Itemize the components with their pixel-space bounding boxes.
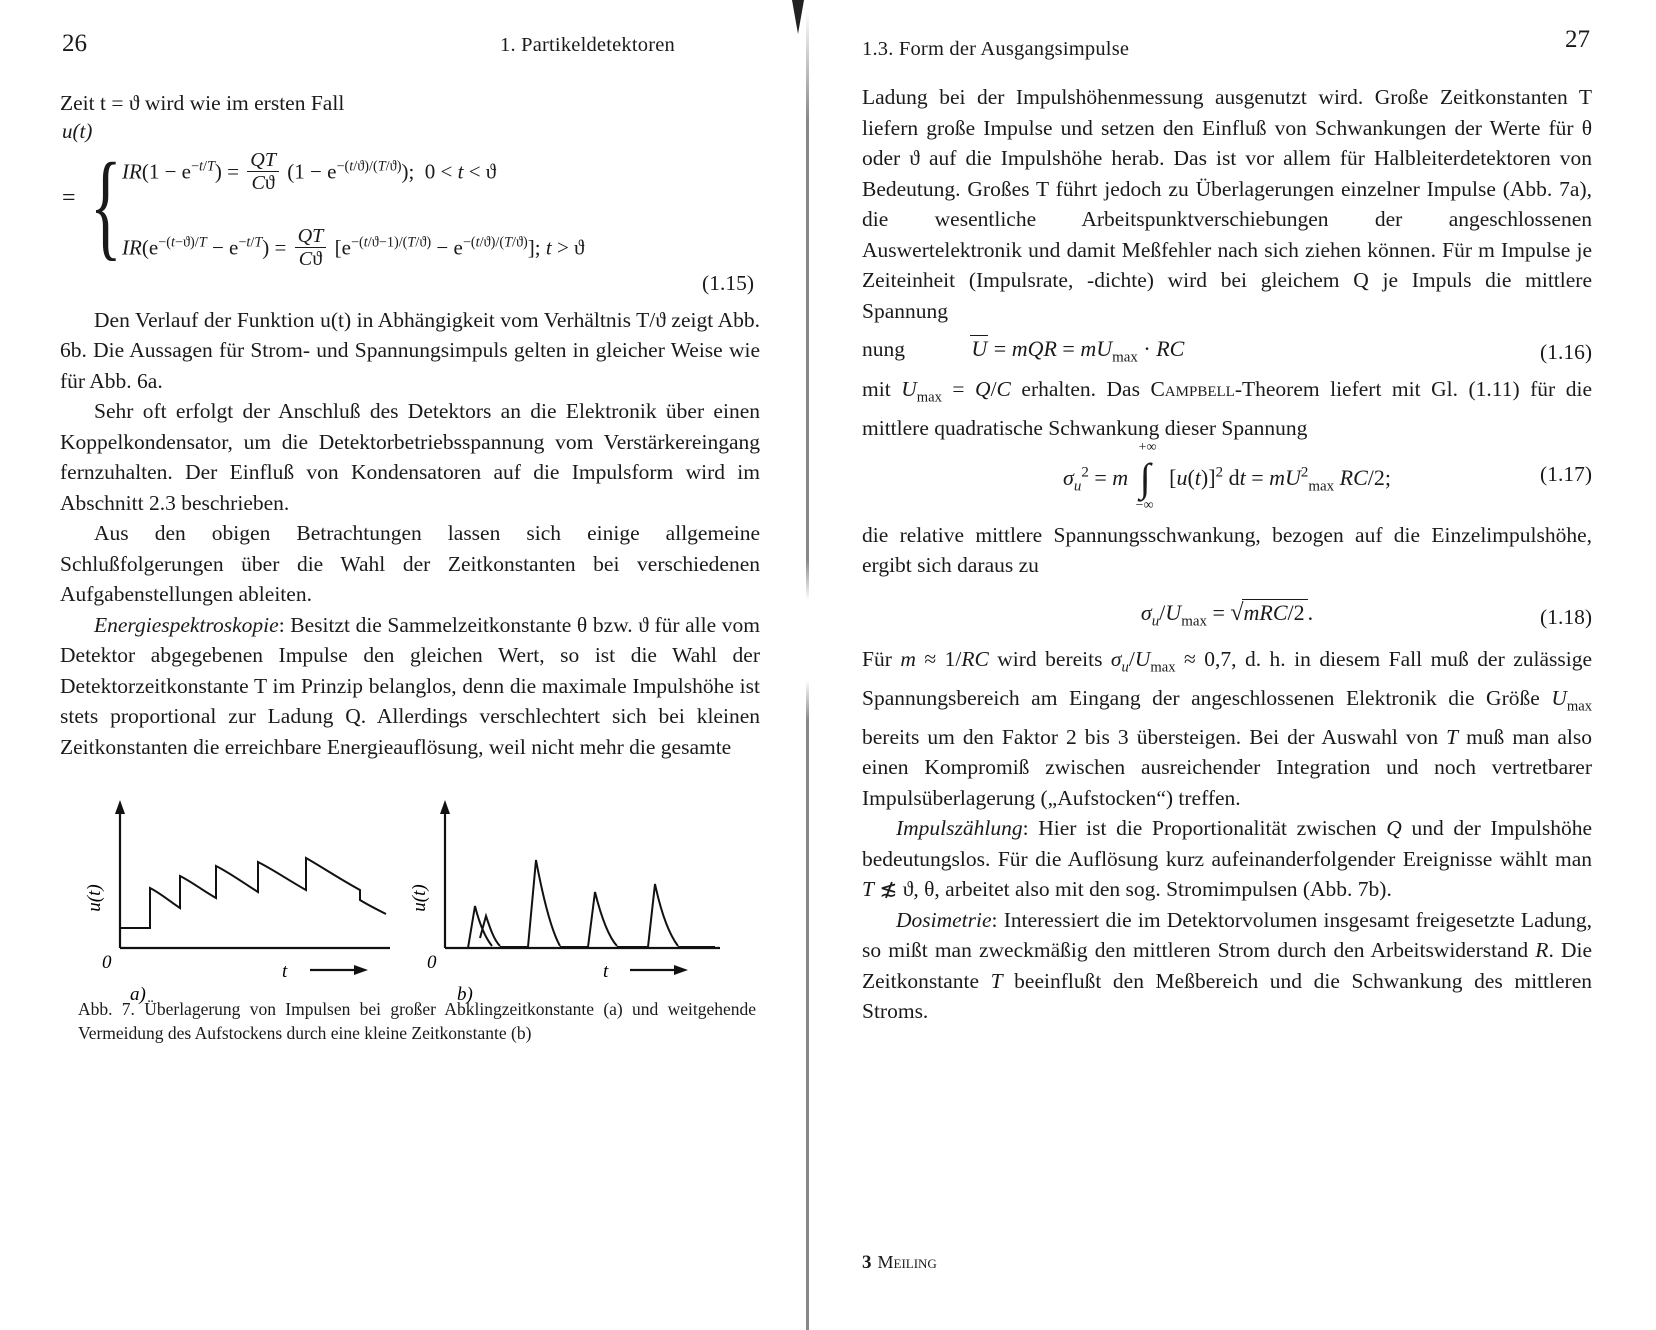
equation-1-18-number: (1.18) <box>1540 604 1592 629</box>
left-page <box>60 30 760 1043</box>
right-page <box>862 26 1593 1027</box>
paragraph-verlauf: Den Verlauf der Funktion u(t) in Abhängigkeit vom Verhältnis T/ϑ zeigt Abb. 6b. Die Aussagen für Strom- und Spannungsimpuls gelten in gleicher Weise wie für Abb. 6a. <box>60 307 760 393</box>
paragraph-ladung: Ladung bei der Impulshöhenmessung ausgenutzt wird. Große Zeitkonstanten T liefern große Impulse und setzen den Einfluß von Schwankungen der Werte für θ oder ϑ auf die Impulshöhe herab. Das ist vor allem für Halbleiterdetektoren von Bedeutung. Großes T führt jedoch zu Überlagerungen einzelner Impulse (Abb. 7a), die wesentliche Arbeitspunktverschiebungen der angeschlossenen Auswertelektronik und damit Meßfehler nach sich ziehen können. Für m Impulse je Zeiteinheit (Impulsrate, -dichte) wird bei gleichem Q je Impuls die mittlere Spannung <box>862 85 1592 323</box>
page-number-right: 27 <box>1565 26 1590 53</box>
paragraph-campbell-a: mit $U_{max} = Q/C$ erhalten. Das Campbell-Theorem liefert mit Gl. (1.11) für die mittlere quadratische Schwankung dieser Spannung <box>862 377 1592 441</box>
equation-1-18 <box>862 599 1592 630</box>
paragraph-relative: die relative mittlere Spannungsschwankung, bezogen auf die Einzelimpulshöhe, ergibt sich daraus zu <box>862 522 1592 578</box>
figure-7-caption: Abb. 7. Überlagerung von Impulsen bei großer Abklingzeitkonstante (a) und weitgehende Vermeidung des Aufstockens durch eine kleine Zeitkonstante (b) <box>78 999 756 1043</box>
spine-marker-icon <box>782 0 812 40</box>
paragraph-impulszaehlung-text: : Hier ist die Proportionalität zwischen Q und der Impulshöhe bedeutungslos. Für die Auflösung kurz aufeinanderfolgender Ereignisse wählt man T ≴ ϑ, θ, arbeitet also mit den sog. Stromimpulsen (Abb. 7b). <box>862 816 1593 902</box>
paragraph-dosimetrie-text: : Interessiert die im Detektorvolumen insgesamt freigesetzte Ladung, so mißt man zweckmäßig den mittleren Strom durch den Arbeitswiderstand R. Die Zeitkonstante T beeinflußt den Meßbereich und die Schwankung des mittleren Stroms. <box>862 907 1592 1024</box>
svg-text:t: t <box>282 961 288 982</box>
page-number-left: 26 <box>62 30 87 57</box>
left-page-header <box>60 30 760 70</box>
paragraph-intro <box>60 88 760 119</box>
signature-name: Meiling <box>877 1252 937 1272</box>
right-page-header <box>862 26 1592 70</box>
equation-1-16-number: (1.16) <box>1540 340 1592 364</box>
equation-1-18-body: $\sigma_u/U_{max} = √mRC/2$ . <box>1140 599 1314 630</box>
paragraph-campbell <box>862 374 1592 443</box>
term-energiespektroskopie: Energiespektroskopie <box>94 612 279 637</box>
equation-1-16-body: U = mQR = $mU_{max}$ · RC <box>971 336 1185 366</box>
paragraph-intro-text: Zeit t = ϑ wird wie im ersten Fall <box>60 91 345 115</box>
equation-1-16 <box>862 336 1592 366</box>
paragraph-anschluss: Sehr oft erfolgt der Anschluß des Detektors an die Elektronik über einen Koppelkondensator, um die Detektorbetriebsspannung vom Verstärkereingang fernzuhalten. Der Einfluß von Kondensatoren auf die Impulsform wird im Abschnitt 2.3 beschrieben. <box>60 399 760 515</box>
page-gutter <box>806 0 809 1330</box>
equation-1-15 <box>60 119 760 299</box>
integral-sign-icon: +∞ ∫ −∞ <box>1135 439 1157 513</box>
equation-1-15-equals: = <box>62 184 76 211</box>
svg-text:u(t): u(t) <box>409 884 430 912</box>
paragraph-schluss: Aus den obigen Betrachtungen lassen sich einige allgemeine Schlußfolgerungen über die Wahl der Zeitkonstanten bei verschiedenen Aufgabenstellungen ableiten. <box>60 521 760 606</box>
svg-text:a): a) <box>130 984 146 1005</box>
equation-1-15-number: (1.15) <box>702 270 754 295</box>
equation-1-15-brace: { <box>90 137 122 271</box>
figure-7 <box>60 788 760 1043</box>
equation-1-15-lhs: u(t) <box>62 118 93 143</box>
running-head-right: 1.3. Form der Ausgangsimpulse <box>862 38 1130 60</box>
equation-1-17-number: (1.17) <box>1540 461 1592 486</box>
signature-number: 3 <box>862 1252 872 1273</box>
paragraph-dosimetrie <box>862 905 1592 1027</box>
svg-text:0: 0 <box>427 952 437 973</box>
figure-7-graphic <box>60 788 760 1005</box>
paragraph-energiespektroskopie-text: : Besitzt die Sammelzeitkonstante θ bzw. ϑ für alle vom Detektor abgegebenen Impulse den gleichen Wert, so ist die Wahl der Detektorzeitkonstante T im Prinzip belanglos, denn die maximale Impulshöhe ist stets proportional zur Ladung Q. Allerdings verschlechtert sich bei kleinen Zeitkonstanten die erreichbare Energieauflösung, weil nicht mehr die gesamte <box>60 612 760 759</box>
paragraph-impulszaehlung <box>862 813 1592 905</box>
equation-1-15-case-1: $IR(1 - e^{-t/T})$ = $\frac{QT}{Cϑ}$ $(1 - e^{-(t/ϑ)/(T/ϑ)})$; 0 < t < ϑ <box>122 148 497 195</box>
svg-text:b): b) <box>457 984 473 1005</box>
svg-text:t: t <box>603 961 609 982</box>
paragraph-fuer-m: Für m ≈ 1/RC wird bereits $\sigma_u/U_{max} \approx 0,7$, d. h. in diesem Fall muß der zulässige Spannungsbereich am Eingang der angeschlossenen Elektronik die Größe $U_{max}$ bereits um den Faktor 2 bis 3 übersteigen. Bei der Auswahl von T muß man also einen Kompromiß zwischen ausreichender Integration und noch vertretbarer Impulsüberlagerung („Aufstocken“) treffen. <box>862 647 1592 810</box>
svg-text:u(t): u(t) <box>84 884 105 912</box>
equation-1-17-body: $\sigma_u^2 = m$ +∞ ∫ −∞ $[u(t)]^2$ dt = $mU^2_{max}$ RC/2; <box>1063 439 1391 513</box>
running-head-left: 1. Partikeldetektoren <box>500 34 675 56</box>
term-impulszaehlung: Impulszählung <box>896 816 1023 841</box>
equation-1-16-lead: nung <box>862 337 905 361</box>
page-signature <box>862 1252 937 1274</box>
svg-text:0: 0 <box>102 952 112 973</box>
equation-1-15-case-2: $IR(e^{-(t-ϑ)/T} - e^{-t/T})$ = $\frac{QT}{Cϑ}$ $[e^{-(t/ϑ-1)/(T/ϑ)} - e^{-(t/ϑ)/(T/ϑ)}]$; t > ϑ <box>122 224 585 271</box>
term-dosimetrie: Dosimetrie <box>896 907 992 932</box>
paragraph-energiespektroskopie <box>60 610 760 763</box>
equation-1-17 <box>862 439 1592 513</box>
